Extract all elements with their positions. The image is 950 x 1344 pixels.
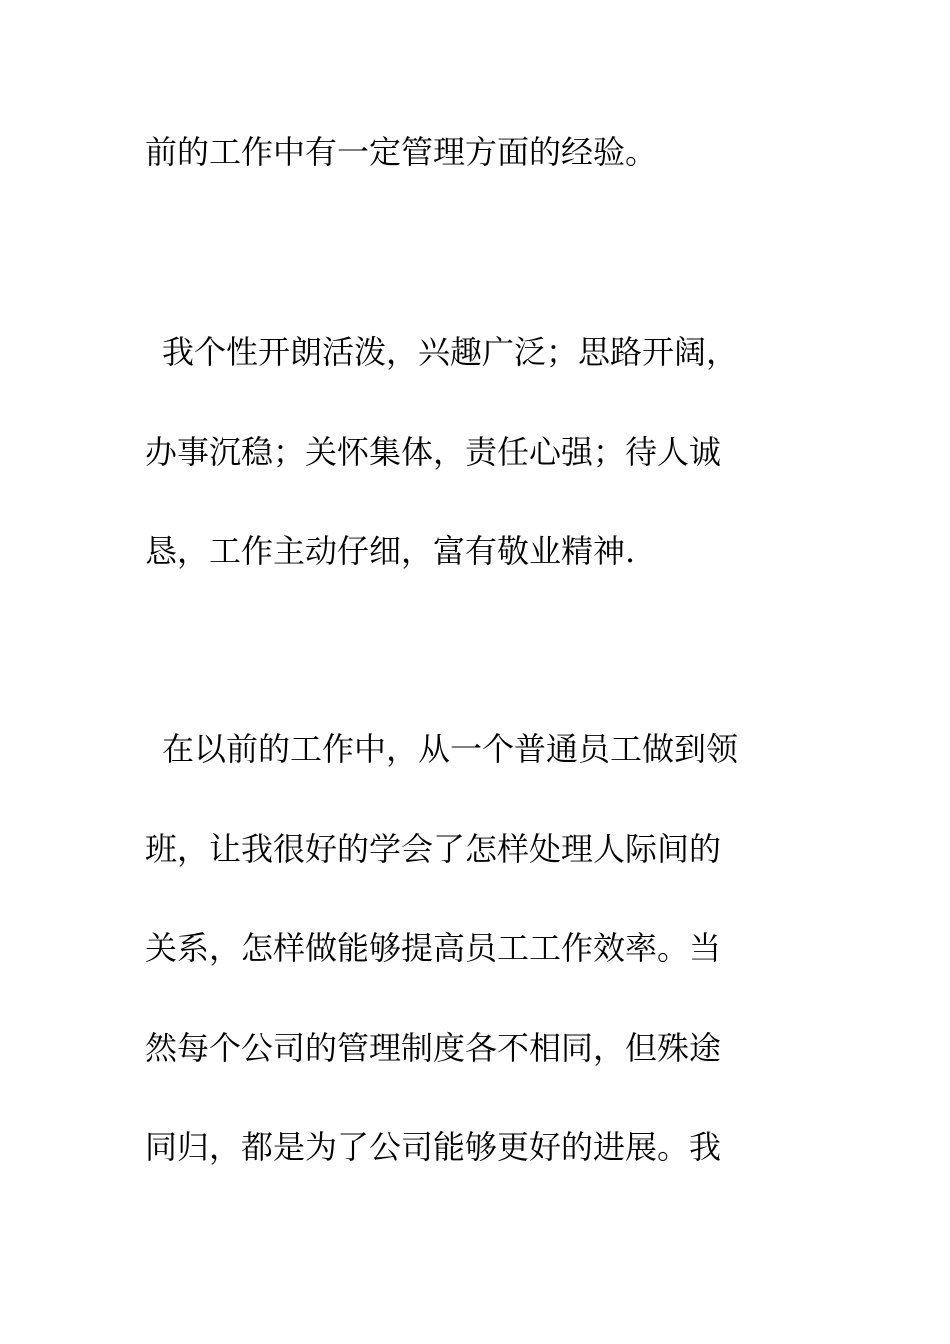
text-line-7: 关系，怎样做能够提高员工工作效率。当: [145, 929, 722, 967]
text-line-5: 在以前的工作中，从一个普通员工做到领: [162, 730, 739, 768]
text-line-8: 然每个公司的管理制度各不相同，但殊途: [145, 1029, 722, 1067]
text-line-2: 我个性开朗活泼，兴趣广泛；思路开阔，: [162, 333, 739, 371]
text-line-3: 办事沉稳；关怀集体，责任心强；待人诚: [145, 433, 722, 471]
text-line-4: 恳，工作主动仔细，富有敬业精神.: [145, 532, 636, 570]
text-line-9: 同归，都是为了公司能够更好的进展。我: [145, 1128, 722, 1166]
text-line-6: 班，让我很好的学会了怎样处理人际间的: [145, 830, 722, 868]
text-line-1: 前的工作中有一定管理方面的经验。: [145, 133, 658, 171]
